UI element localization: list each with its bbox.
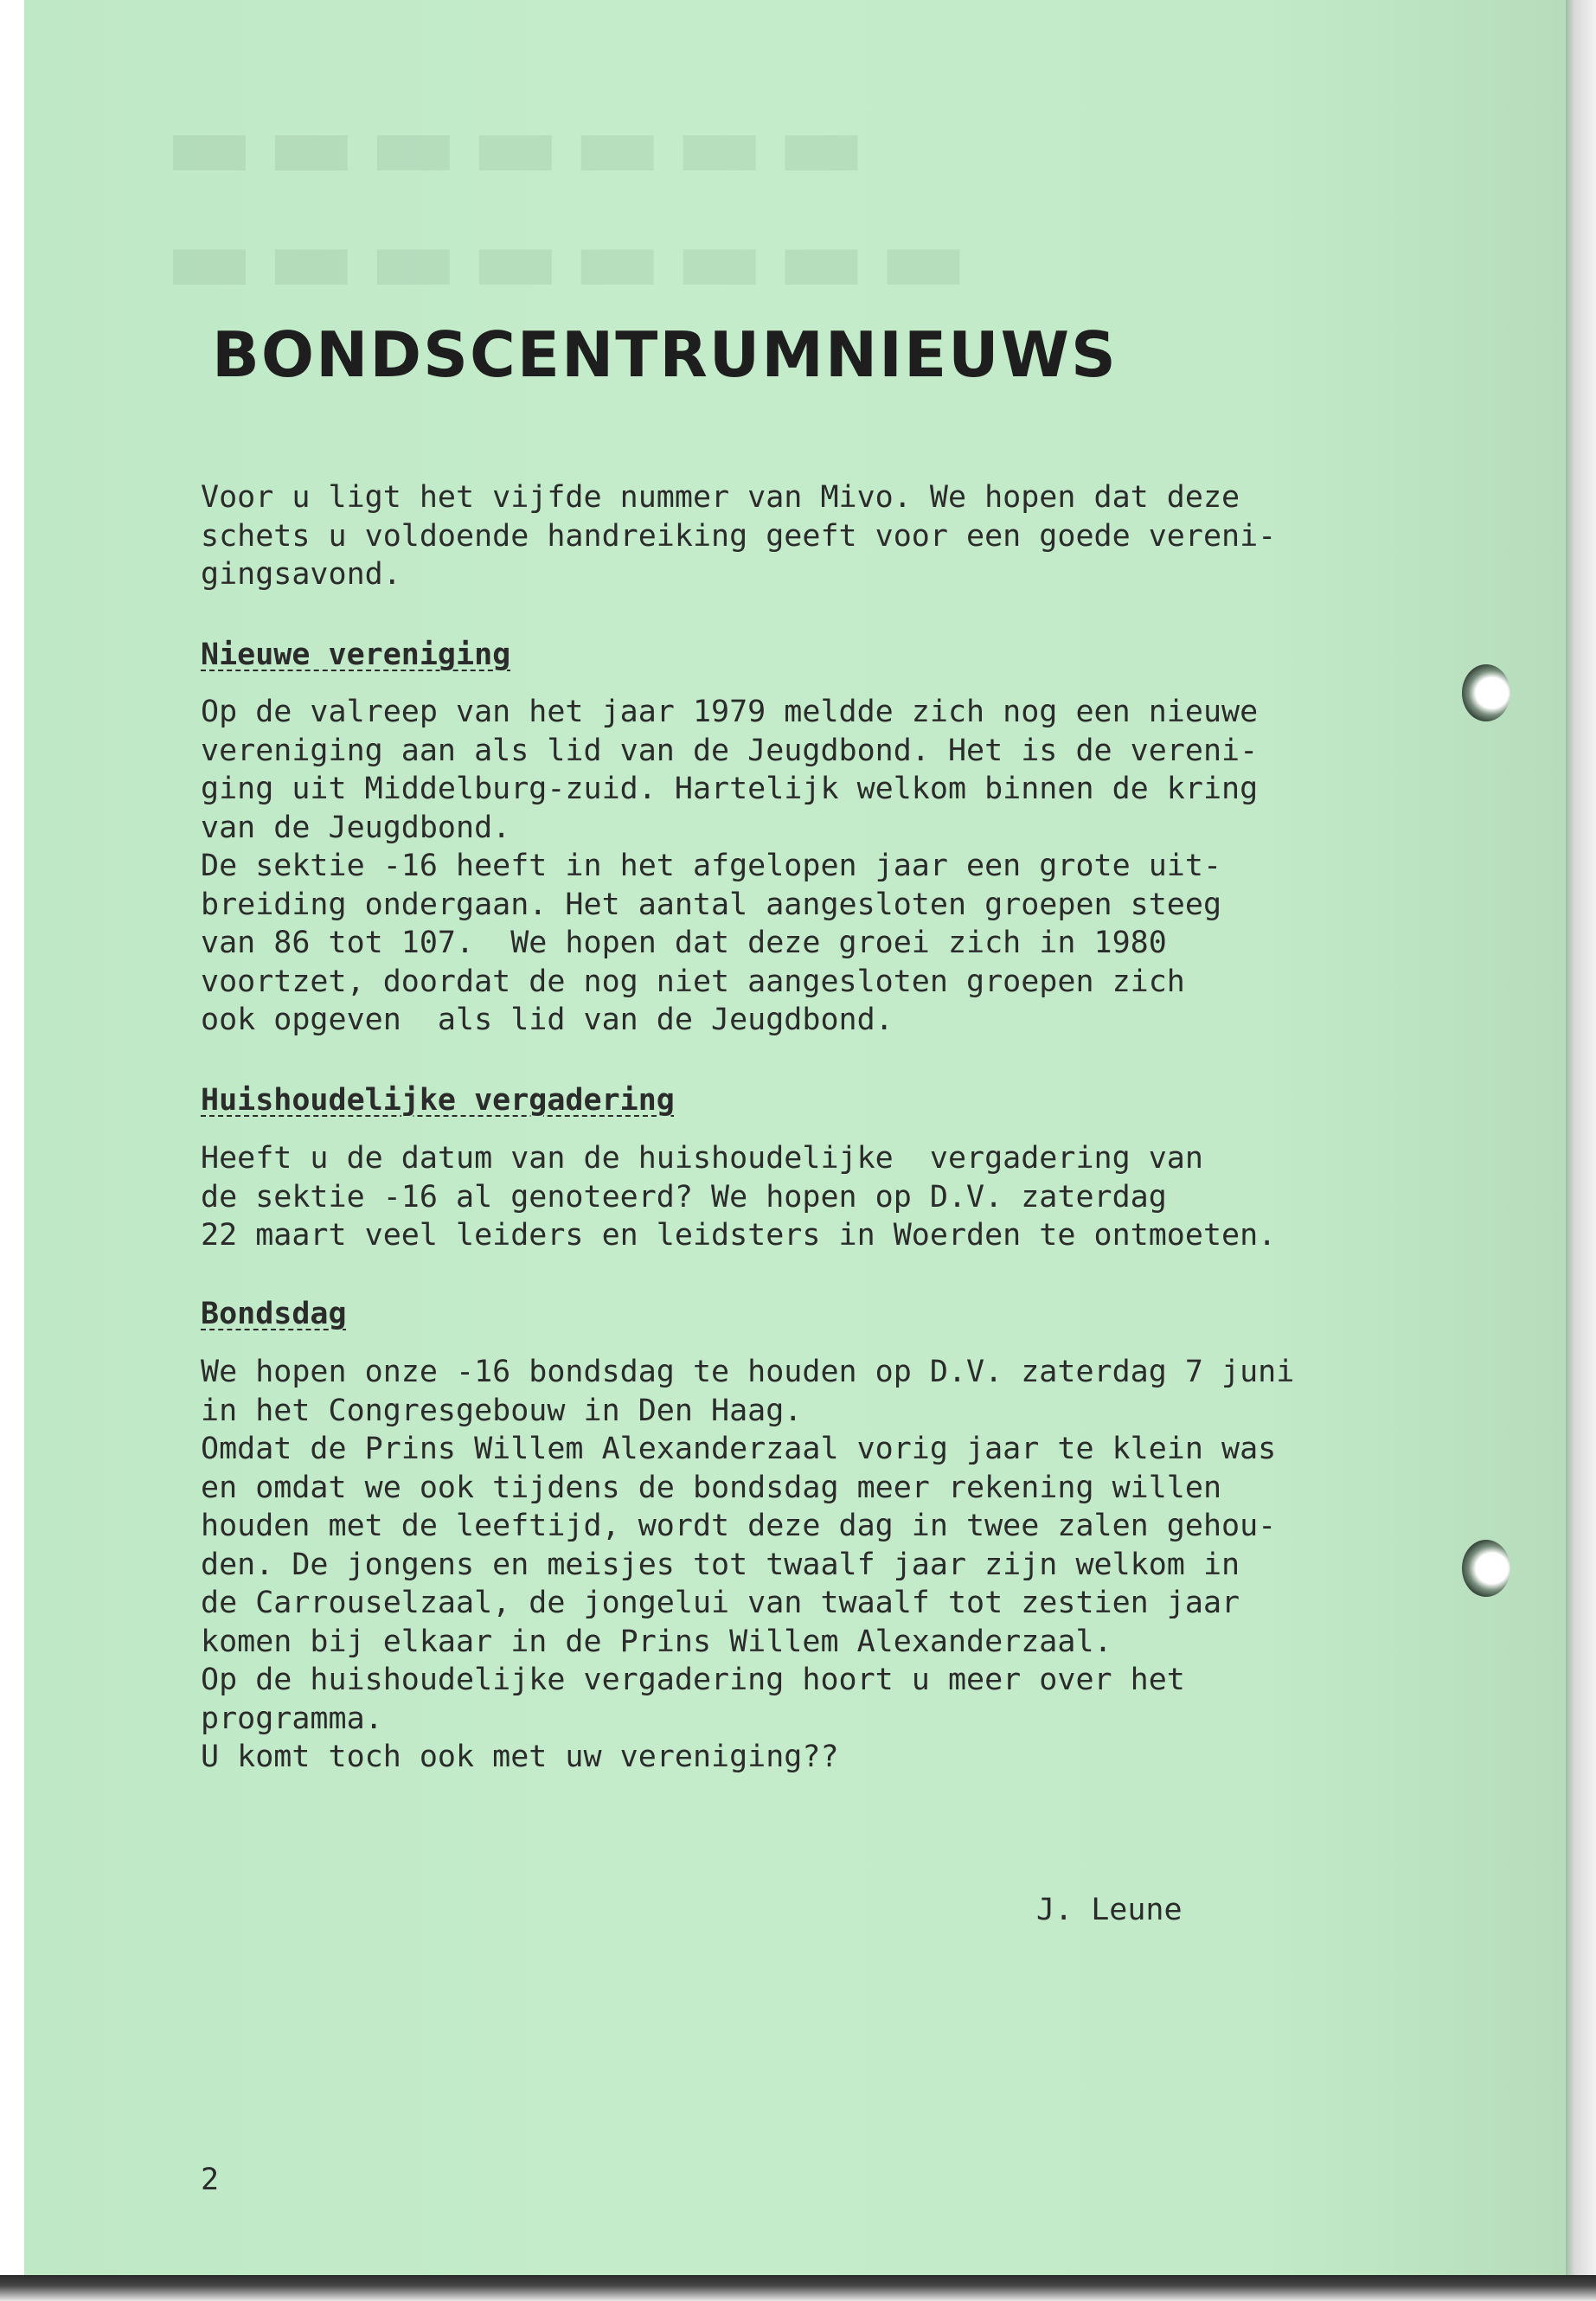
section-heading-huishoudelijke-vergadering: Huishoudelijke vergadering <box>201 1083 675 1118</box>
page-title: BONDSCENTRUMNIEUWS <box>212 318 1118 391</box>
section-heading-nieuwe-vereniging: Nieuwe vereniging <box>201 638 511 672</box>
scan-bottom-edge <box>0 2275 1596 2301</box>
punch-hole-top <box>1462 664 1510 721</box>
intro-paragraph: Voor u ligt het vijfde nummer van Mivo. We hopen dat deze schets u voldoende handreiking geeft voor een goede vereni- gingsavond. <box>201 480 1277 592</box>
section-body-huishoudelijke-vergadering: Heeft u de datum van de huishoudelijke vergadering van de sektie -16 al genoteerd? We hopen op D.V. zaterdag 22 maart veel leiders en leidsters in Woerden te ontmoeten. <box>201 1141 1277 1253</box>
section-heading-bondsdag: Bondsdag <box>201 1297 347 1331</box>
paper-edge <box>1566 0 1596 2301</box>
show-through-bleed: ▬▬▬▬▬▬▬▬ ▬▬▬▬▬▬▬ <box>164 106 981 330</box>
signature: J. Leune <box>1036 1893 1183 1927</box>
section-body-nieuwe-vereniging: Op de valreep van het jaar 1979 meldde zich nog een nieuwe vereniging aan als lid van de Jeugdbond. Het is de vereni- ging uit Middelburg-zuid. Hartelijk welkom binnen de kring van de Jeugdbond. De sektie -16 heeft in het afgelopen jaar een grote uit- breiding ondergaan. Het aantal aangesloten groepen steeg van 86 tot 107. We hopen dat deze groei zich in 1980 voortzet, doordat de nog niet aangesloten groepen zich ook opgeven als lid van de Jeugdbond. <box>201 695 1259 1037</box>
section-body-bondsdag: We hopen onze -16 bondsdag te houden op D.V. zaterdag 7 juni in het Congresgebouw in Den Haag. Omdat de Prins Willem Alexanderzaal vorig jaar te klein was en omdat we ook tijdens de bondsdag meer rekening willen houden met de leeftijd, wordt deze dag in twee zalen gehou- den. De jongens en meisjes tot twaalf jaar zijn welkom in de Carrouselzaal, de jongelui van twaalf tot zestien jaar komen bij elkaar in de Prins Willem Alexanderzaal. Op de huishoudelijke vergadering hoort u meer over het programma. U komt toch ook met uw vereniging?? <box>201 1355 1295 1774</box>
punch-hole-bottom <box>1462 1540 1510 1597</box>
page-number: 2 <box>201 2163 220 2197</box>
